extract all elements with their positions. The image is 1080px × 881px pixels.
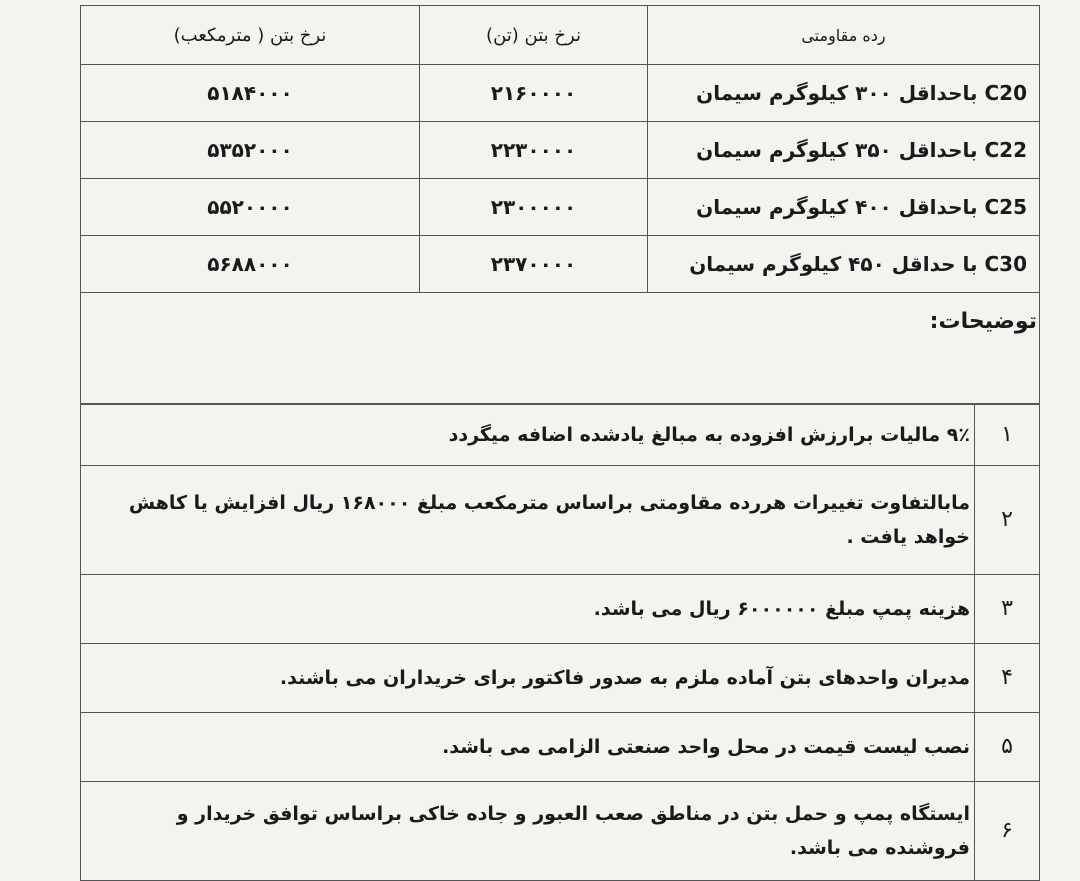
cubic-price-cell: ۵۵۲۰۰۰۰ — [81, 179, 420, 236]
notes-title: توضیحات: — [929, 309, 1037, 334]
note-index: ۴ — [975, 644, 1040, 713]
grade-cell: C20 باحداقل ۳۰۰ کیلوگرم سیمان — [648, 65, 1040, 122]
grade-cell: C25 باحداقل ۴۰۰ کیلوگرم سیمان — [648, 179, 1040, 236]
price-table — [80, 5, 1040, 293]
price-row — [81, 236, 1040, 293]
note-row — [81, 405, 1040, 466]
note-index: ۲ — [975, 466, 1040, 575]
header-cubic: نرخ بتن ( مترمکعب) — [81, 6, 420, 65]
note-text: نصب لیست قیمت در محل واحد صنعتی الزامی می باشد. — [81, 713, 975, 782]
note-text: مدیران واحدهای بتن آماده ملزم به صدور فاکتور برای خریداران می باشند. — [81, 644, 975, 713]
header-ton: نرخ بتن (تن) — [420, 6, 648, 65]
header-grade: رده مقاومتی — [648, 6, 1040, 65]
note-text: ایستگاه پمپ و حمل بتن در مناطق صعب العبور و جاده خاکی براساس توافق خریدار و فروشنده می باشد. — [81, 782, 975, 881]
note-index: ۶ — [975, 782, 1040, 881]
ton-price-cell: ۲۲۳۰۰۰۰ — [420, 122, 648, 179]
ton-price-cell: ۲۱۶۰۰۰۰ — [420, 65, 648, 122]
price-row — [81, 65, 1040, 122]
ton-price-cell: ۲۳۰۰۰۰۰ — [420, 179, 648, 236]
note-row — [81, 466, 1040, 575]
note-index: ۳ — [975, 575, 1040, 644]
notes-table — [80, 404, 1040, 881]
price-header-row — [81, 6, 1040, 65]
note-text: هزینه پمپ مبلغ ۶۰۰۰۰۰۰ ریال می باشد. — [81, 575, 975, 644]
note-text: مابالتفاوت تغییرات هررده مقاومتی براساس مترمکعب مبلغ ۱۶۸۰۰۰ ریال افزایش یا کاهش خواهد یافت . — [81, 466, 975, 575]
note-row — [81, 782, 1040, 881]
note-row — [81, 713, 1040, 782]
grade-cell: C22 باحداقل ۳۵۰ کیلوگرم سیمان — [648, 122, 1040, 179]
price-document — [80, 5, 1040, 881]
price-row — [81, 122, 1040, 179]
cubic-price-cell: ۵۳۵۲۰۰۰ — [81, 122, 420, 179]
note-row — [81, 644, 1040, 713]
notes-section — [80, 293, 1040, 404]
price-row — [81, 179, 1040, 236]
ton-price-cell: ۲۳۷۰۰۰۰ — [420, 236, 648, 293]
cubic-price-cell: ۵۱۸۴۰۰۰ — [81, 65, 420, 122]
note-index: ۱ — [975, 405, 1040, 466]
note-index: ۵ — [975, 713, 1040, 782]
note-text: ۹٪ مالیات برارزش افزوده به مبالغ یادشده اضافه میگردد — [81, 405, 975, 466]
note-row — [81, 575, 1040, 644]
grade-cell: C30 با حداقل ۴۵۰ کیلوگرم سیمان — [648, 236, 1040, 293]
cubic-price-cell: ۵۶۸۸۰۰۰ — [81, 236, 420, 293]
